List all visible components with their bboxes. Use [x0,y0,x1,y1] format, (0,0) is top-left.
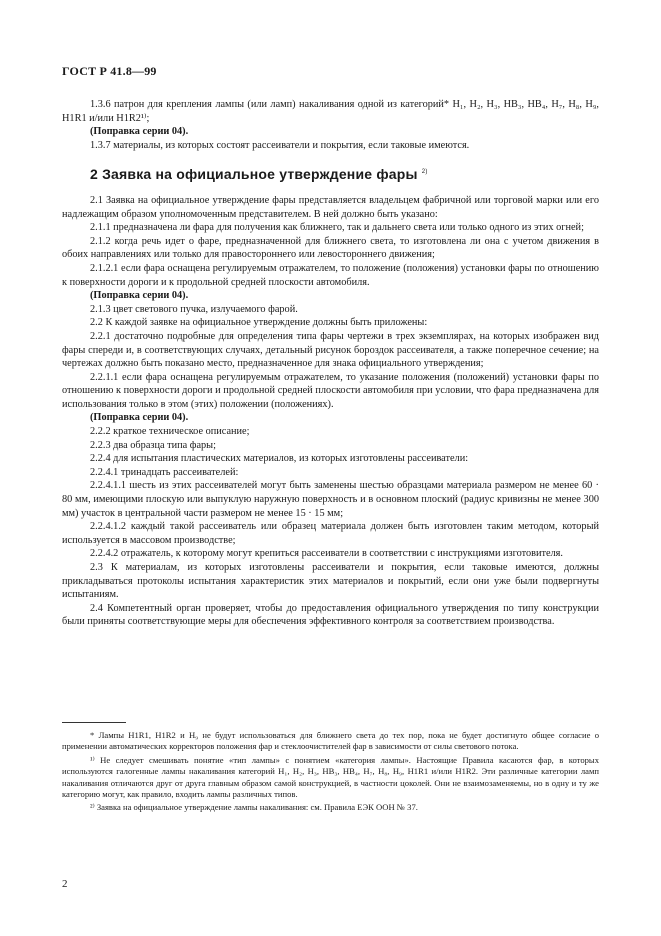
paragraph: 2.1.3 цвет светового пучка, излучаемого фарой. [90,303,298,315]
paragraph-1-3-6: 1.3.6 патрон для крепления лампы (или ламп) накаливания одной из категорий* H₁, H₂, H₃, HB₃, HB₄, H₇, H₈, H₉, H1R1 и/или H1R2¹⁾; [62,99,599,124]
page-number: 2 [62,878,68,890]
paragraph: (Поправка серии 04). [90,412,189,424]
paragraph: 2.2.4.1.1 шесть из этих рассеивателей могут быть заменены шестью образцами материала размером не менее 60 · 80 мм, имеющими плоскую или выпуклую наружную поверхность и в основном плоский (радиус кривизны не менее 300 мм) участок в центральной части размером не менее 15 · 15 мм; [62,480,599,519]
paragraph: 2.2 К каждой заявке на официальное утверждение должны быть приложены: [90,317,428,329]
footnotes [62,730,599,816]
paragraph-1-3-7: 1.3.7 материалы, из которых состоят рассеиватели и покрытия, если таковые имеются. [90,139,470,151]
paragraph: 2.1.2 когда речь идет о фаре, предназначенной для ближнего света, то изготовлена ли она с учетом движения в обоих направлениях или только для правостороннего или левостороннего движения; [62,235,599,261]
footnote: ²⁾ Заявка на официальное утверждение лампы накаливания: см. Правила ЕЭК ООН № 37. [90,802,418,813]
paragraph: 2.2.1.1 если фара оснащена регулируемым отражателем, то указание положения (положений) установки фары по отношению к поверхности дороги и продольной средней плоскости автомобиля при условии, что фара предназначена для использования только в этом (этих) положении (положениях). [62,371,599,410]
footnote-divider [62,722,126,723]
paragraph: 2.2.4.1.2 каждый такой рассеиватель или образец материала должен быть изготовлен таким методом, который используется в массовом производстве; [62,521,599,546]
paragraph: 2.1.2.1 если фара оснащена регулируемым отражателем, то положение (положения) установки фары по отношению к поверхности дороги и к продольной средней плоскости автомобиля. [62,262,599,288]
amendment-note: (Поправка серии 04). [90,126,189,138]
section-2-paragraphs [62,194,599,629]
paragraph: 2.2.2 краткое техническое описание; [90,426,250,438]
paragraph: 2.1.1 предназначена ли фара для получения как ближнего, так и дальнего света или только одного из этих огней; [90,222,584,234]
footnote: ¹⁾ Не следует смешивать понятие «тип лампы» с понятием «категория лампы». Настоящие Правила касаются фар, в которых используются галогенные лампы накаливания категорий H₁, H₂, H₃, HB₃, HB₄, H₇, H₈, H₉, H1R1 и/или H1R2. Эти различные категории ламп накаливания отличаются друг от друга главным образом самой конструкцией, в частности цоколей. Они не взаимозаменяемы, но в одну и ту же категорию могут, как правило, входить лампы различных типов. [62,754,599,800]
paragraph: 2.1 Заявка на официальное утверждение фары представляется владельцем фабричной или торговой марки или его надлежащим образом уполномоченным представителем. В ней должно быть указано: [62,194,599,220]
section-2-title [90,166,599,182]
footnote: * Лампы H1R1, H1R2 и H₉ не будут использоваться для ближнего света до тех пор, пока не будет достигнуто общее согласие о применении автоматических корректоров положения фар и стеклоочистителей фар в зависимости от силы светового потока. [62,730,599,752]
paragraph: 2.2.1 достаточно подробные для определения типа фары чертежи в трех экземплярах, на которых изображен вид фары спереди и, в соответствующих случаях, детальный рисунок бороздок рассеивателя, а также поперечное сечение; на чертежах должно быть показано место, предназначенное для знака официального утверждения; [62,330,599,370]
section-title-footnote-ref: 2) [421,169,428,176]
section-title-text: 2 Заявка на официальное утверждение фары [90,166,418,183]
standard-header: ГОСТ Р 41.8—99 [62,64,157,78]
main-text [62,98,599,629]
paragraph: 2.2.3 два образца типа фары; [90,439,216,451]
paragraph: 2.2.4.1 тринадцать рассеивателей: [90,466,239,478]
paragraph: (Поправка серии 04). [90,290,189,302]
paragraph: 2.2.4.2 отражатель, к которому могут крепиться рассеиватели в соответствии с инструкциями изготовителя. [90,548,563,560]
paragraph: 2.4 Компетентный орган проверяет, чтобы до предоставления официального утверждения по типу конструкции были приняты соответствующие меры для обеспечения эффективного контроля за соответствием производства. [62,602,599,628]
paragraph: 2.3 К материалам, из которых изготовлены рассеиватели и покрытия, если таковые имеются, должны прикладываться протоколы испытания характеристик этих материалов и покрытий, если они уже были подвергнуты испытаниям. [62,562,599,601]
paragraph: 2.2.4 для испытания пластических материалов, из которых изготовлены рассеиватели: [90,453,469,465]
